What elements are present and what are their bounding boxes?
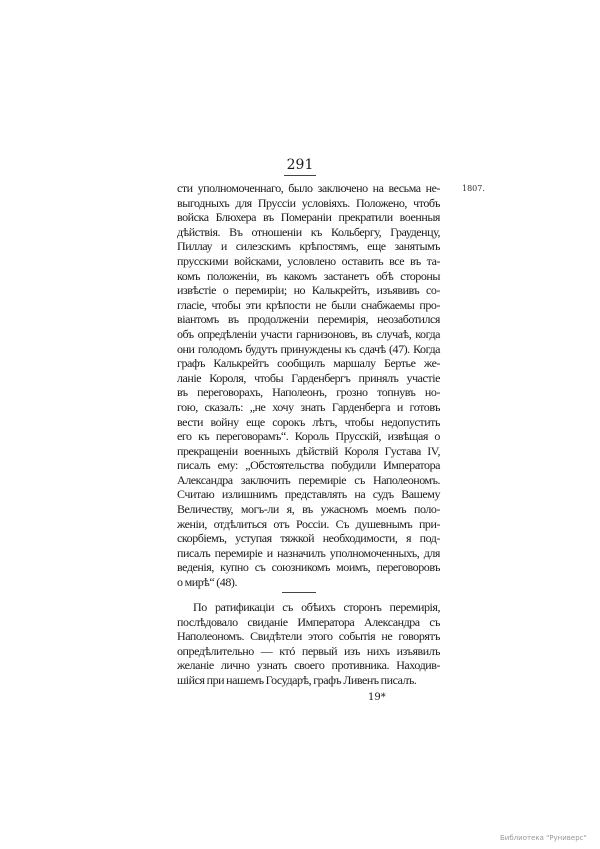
page-number: 291 xyxy=(286,157,314,173)
margin-year-note: 1807. xyxy=(462,184,485,193)
text-line: комъ положеніи, въ какомъ застанетъ обѣ стороны xyxy=(177,268,440,283)
section-separator xyxy=(282,592,316,593)
paragraph-2 xyxy=(177,600,440,688)
printer-signature-mark: 19* xyxy=(368,692,386,703)
page-number-rule xyxy=(284,175,316,176)
text-line: войска Блюхера въ Помераніи прекратили военныя xyxy=(177,210,440,225)
text-line: послѣдовало свиданіе Императора Александра съ xyxy=(177,614,440,629)
text-line: прусскими войсками, условлено оставить все въ та- xyxy=(177,253,440,268)
text-line: прекращеніи военныхъ дѣйствій Короля Густава IV, xyxy=(177,443,440,458)
text-line: извѣстіе о перемиріи; но Калькрейтъ, изъявивъ со- xyxy=(177,283,440,298)
text-line: выгодныхъ для Пруссіи условіяхъ. Положено, чтобъ xyxy=(177,195,440,210)
text-line: они голодомъ будутъ принуждены къ сдачѣ (47). Когда xyxy=(177,341,440,356)
text-line: сти уполномоченнаго, было заключено на весьма не- xyxy=(177,181,440,195)
text-line: его къ переговорамъ“. Король Прусскій, извѣщая о xyxy=(177,429,440,444)
text-line: дѣйствія. Въ отношеніи къ Кольбергу, Грауденцу, xyxy=(177,224,440,239)
text-line: писалъ ему: „Обстоятельства побудили Императора xyxy=(177,458,440,473)
text-line: Наполеономъ. Свидѣтели этого событія не говорятъ xyxy=(177,629,440,644)
text-line: вести войну еще сорокъ лѣтъ, чтобы недопустить xyxy=(177,414,440,429)
text-line: веденія, купно съ союзникомъ моимъ, переговоровъ xyxy=(177,560,440,575)
text-line: Александра заключить перемиріе съ Наполеономъ. xyxy=(177,472,440,487)
text-line: гою, сказалъ: „не хочу знать Гарденберга и готовъ xyxy=(177,399,440,414)
library-watermark: Библиотека "Руниверс" xyxy=(500,834,587,842)
text-line: Считаю излишнимъ представлять на судъ Вашему xyxy=(177,487,440,502)
text-line: графъ Калькрейтъ сообщилъ маршалу Бертье же- xyxy=(177,356,440,371)
text-line: скорбіемъ, уступая тяжкой необходимости, я под- xyxy=(177,531,440,546)
text-line: объ опредѣленіи участи гарнизоновъ, въ случаѣ, когда xyxy=(177,326,440,341)
text-line: ланіе Короля, чтобы Гарденбергъ принялъ участіе xyxy=(177,370,440,385)
paragraph-1 xyxy=(177,181,440,590)
text-line: о мирѣ“ (48). xyxy=(177,575,237,590)
text-line: опредѣлительно — ктó первый изъ нихъ изъявилъ xyxy=(177,643,440,658)
text-line: желаніе лично узнать своего противника. Находив- xyxy=(177,658,440,673)
text-line: женіи, отдѣлиться отъ Россіи. Съ душевнымъ при- xyxy=(177,516,440,531)
text-line: шійся при нашемъ Государѣ, графъ Ливенъ писалъ. xyxy=(177,672,417,687)
text-line: писалъ перемиріе и назначилъ уполномоченныхъ, для xyxy=(177,545,440,560)
text-line: Пиллау и силезскимъ крѣпостямъ, еще занятымъ xyxy=(177,239,440,254)
text-line: гласіе, чтобы эти крѣпости не были снабжаемы про- xyxy=(177,297,440,312)
text-line: По ратификаціи съ обѣихъ сторонъ перемирія, xyxy=(193,600,440,614)
text-line: Величеству, могъ-ли я, въ ужасномъ моемъ поло- xyxy=(177,502,440,517)
text-line: въ переговорахъ, Наполеонъ, грозно топнувъ но- xyxy=(177,385,440,400)
text-line: віантомъ въ продолженіи перемирія, неозаботился xyxy=(177,312,440,327)
